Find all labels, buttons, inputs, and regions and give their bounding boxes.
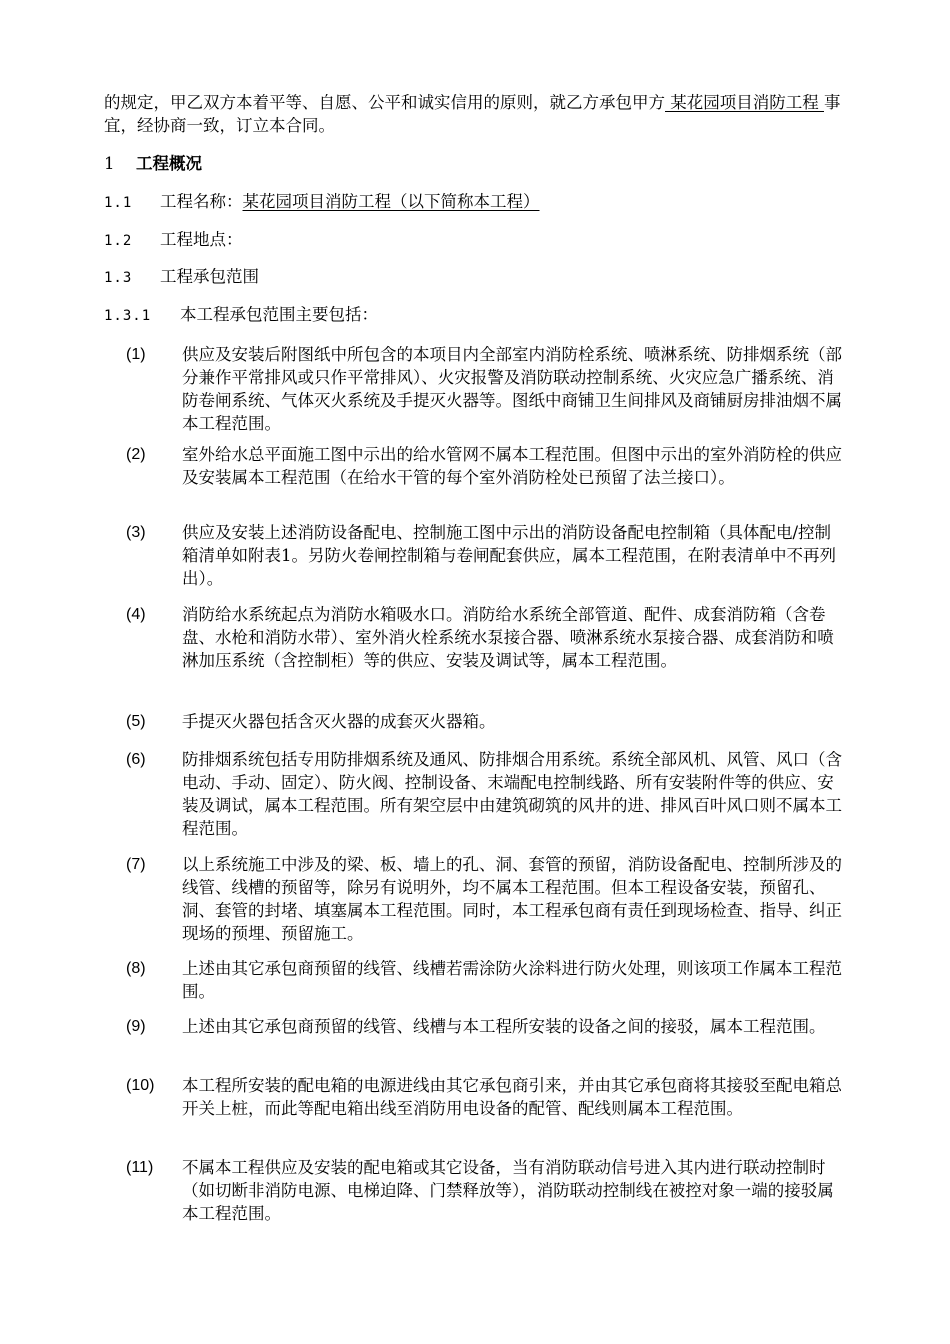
list-item-text: 上述由其它承包商预留的线管、线槽若需涂防火涂料进行防火处理，则该项工作属本工程范围。 (182, 959, 842, 1001)
list-item-text: 室外给水总平面施工图中示出的给水管网不属本工程范围。但图中示出的室外消防栓的供应及安装属本工程范围（在给水干管的每个室外消防栓处已预留了法兰接口）。 (182, 445, 842, 487)
list-item-text: 上述由其它承包商预留的线管、线槽与本工程所安装的设备之间的接驳，属本工程范围。 (182, 1017, 826, 1036)
clause-1-2 (104, 228, 243, 253)
list-item-text: 供应及安装上述消防设备配电、控制施工图中示出的消防设备配电控制箱（具体配电/控制箱清单如附表1。另防火卷闸控制箱与卷闸配套供应，属本工程范围，在附表清单中不再列出）。 (182, 523, 836, 588)
list-item (126, 521, 846, 590)
list-item (126, 853, 846, 945)
list-item-number: (11) (126, 1159, 154, 1176)
clause-number: 1.3 (104, 270, 133, 286)
clause-1-3-1 (104, 303, 378, 328)
list-item (126, 443, 846, 489)
list-item (126, 343, 846, 435)
section-heading (104, 152, 202, 175)
clause-label: 工程地点： (160, 230, 243, 249)
project-name-value: 某花园项目消防工程（以下简称本工程） (242, 192, 540, 211)
list-item-number: (9) (126, 1018, 146, 1035)
list-item (126, 603, 846, 672)
list-item-number: (3) (126, 524, 146, 541)
clause-label: 工程名称： (160, 192, 243, 211)
list-item-number: (6) (126, 751, 146, 768)
intro-text-post: 事宜，经协商一致，订立本合同。 (104, 93, 841, 135)
list-item-number: (1) (126, 346, 146, 363)
section-number: 1 (104, 154, 115, 173)
list-item-number: (10) (126, 1077, 155, 1094)
clause-number: 1.2 (104, 233, 133, 249)
list-item-text: 防排烟系统包括专用防排烟系统及通风、防排烟合用系统。系统全部风机、风管、风口（含电动、手动、固定）、防火阀、控制设备、末端配电控制线路、所有安装附件等的供应、安装及调试，属本工程范围。所有架空层中由建筑砌筑的风井的进、排风百叶风口则不属本工程范围。 (182, 750, 842, 838)
list-item (126, 748, 846, 840)
list-item-text: 本工程所安装的配电箱的电源进线由其它承包商引来，并由其它承包商将其接驳至配电箱总开关上桩，而此等配电箱出线至消防用电设备的配管、配线则属本工程范围。 (182, 1076, 842, 1118)
list-item (126, 710, 846, 733)
list-item-number: (8) (126, 960, 146, 977)
list-item (126, 957, 846, 1003)
list-item (126, 1015, 846, 1038)
list-item-number: (5) (126, 713, 146, 730)
list-item (126, 1156, 846, 1225)
list-item-number: (2) (126, 446, 146, 463)
list-item (126, 1074, 846, 1120)
intro-paragraph (104, 91, 844, 137)
clause-number: 1.3.1 (104, 308, 152, 324)
intro-text-pre: 的规定，甲乙双方本着平等、自愿、公平和诚实信用的原则，就乙方承包甲方 (104, 93, 665, 112)
list-item-text: 不属本工程供应及安装的配电箱或其它设备，当有消防联动信号进入其内进行联动控制时（如切断非消防电源、电梯迫降、门禁释放等），消防联动控制线在被控对象一端的接驳属本工程范围。 (182, 1158, 834, 1223)
clause-number: 1.1 (104, 195, 133, 211)
clause-label: 本工程承包范围主要包括： (180, 305, 378, 324)
list-item-text: 消防给水系统起点为消防水箱吸水口。消防给水系统全部管道、配件、成套消防箱（含卷盘、水枪和消防水带）、室外消火栓系统水泵接合器、喷淋系统水泵接合器、成套消防和喷淋加压系统（含控制柜）等的供应、安装及调试等，属本工程范围。 (182, 605, 834, 670)
list-item-number: (4) (126, 606, 146, 623)
list-item-text: 供应及安装后附图纸中所包含的本项目内全部室内消防栓系统、喷淋系统、防排烟系统（部分兼作平常排风或只作平常排风）、火灾报警及消防联动控制系统、火灾应急广播系统、消防卷闸系统、气体灭火系统及手提灭火器等。图纸中商铺卫生间排风及商铺厨房排油烟不属本工程范围。 (182, 345, 842, 433)
project-name-underlined: 某花园项目消防工程 (665, 93, 824, 112)
clause-label: 工程承包范围 (160, 267, 259, 286)
list-item-text: 以上系统施工中涉及的梁、板、墙上的孔、洞、套管的预留，消防设备配电、控制所涉及的线管、线槽的预留等，除另有说明外，均不属本工程范围。但本工程设备安装，预留孔、洞、套管的封堵、填塞属本工程范围。同时，本工程承包商有责任到现场检查、指导、纠正现场的预埋、预留施工。 (182, 855, 842, 943)
list-item-text: 手提灭火器包括含灭火器的成套灭火器箱。 (182, 712, 496, 731)
list-item-number: (7) (126, 856, 146, 873)
clause-1-1 (104, 190, 540, 215)
section-title: 工程概况 (136, 154, 202, 173)
clause-1-3 (104, 265, 259, 290)
